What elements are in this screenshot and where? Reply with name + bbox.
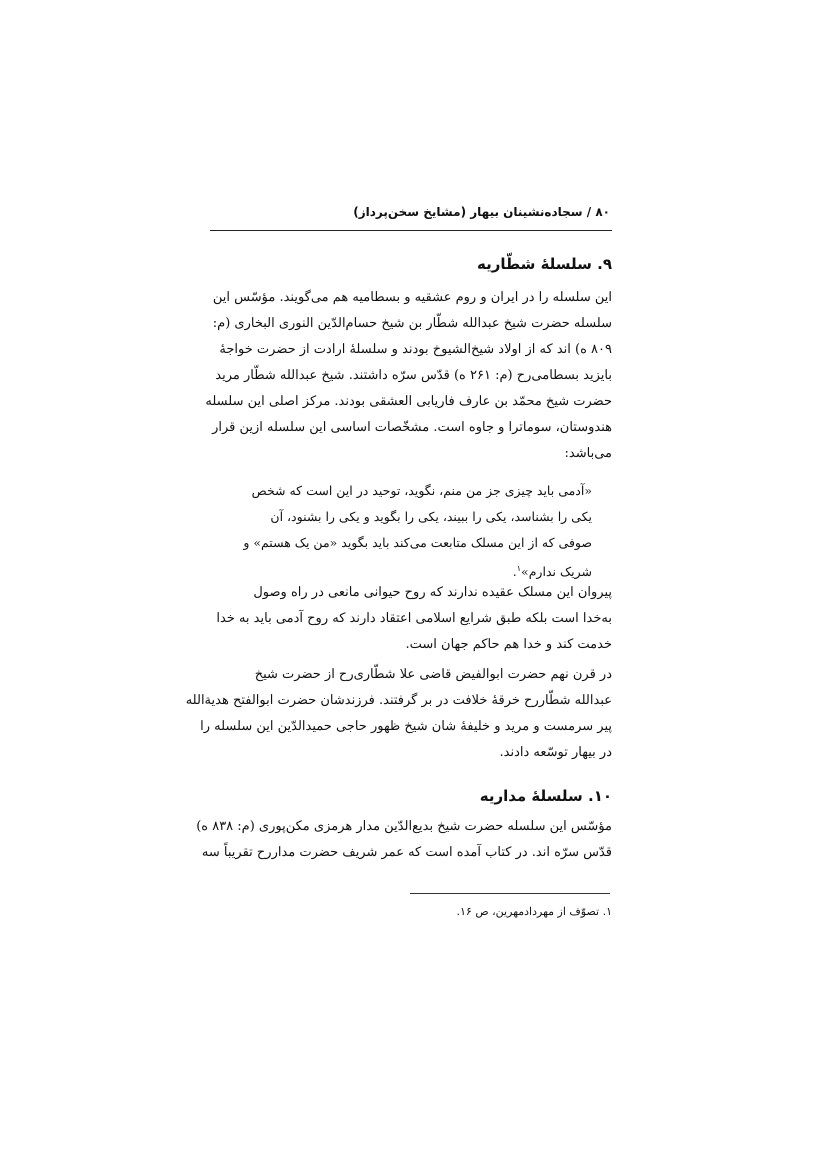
footnote-rule [410,893,610,894]
running-header: ۸۰ / سجاده‌نشینان بیهار (مشایخ سخن‌پرداز) [353,205,610,219]
text-line: قدّس سرّه اند. در کتاب آمده است که عمر شریف حضرت مدار‌رح تقریباً سه [201,845,612,860]
header-rule [210,230,612,231]
quote-line: یکی را بشناسد، یکی را ببیند، یکی را بگوید و یکی را بشنود، آن [270,509,592,524]
text-line: می‌باشد: [564,446,612,461]
text-line: در بیهار توسّعه دادند. [499,745,612,760]
text-line: هندوستان، سوماترا و جاوه است. مشخّصات اساسی این سلسله ازین قرار [212,420,612,435]
text-line: مؤسّس این سلسله حضرت شیخ بدیع‌الدّین مدار هرمزی مکن‌پوری (م: ۸۳۸ ه) [196,819,612,834]
section-9-paragraph-1 [205,285,612,467]
quote-block [232,478,592,582]
text-line: به‌خدا است بلکه طبق شرایع اسلامی اعتقاد دارند که روح آدمی باید به خدا [216,611,612,626]
footnote: ۱. تصوّف از مهردادمهرین، ص ۱۶. [456,905,612,918]
text-line: خدمت کند و خدا هم حاکم جهان است. [405,637,612,652]
text-line: پیروان این مسلک عقیده ندارند که روح حیوانی مانعی در راه وصول [253,585,612,600]
text-line: عبدالله شطّار‌رح خرقهٔ خلافت در بر گرفتند. فرزندشان حضرت ابوالفتح هدیةالله [185,693,612,708]
section-9-paragraph-3 [185,662,612,766]
text-line: پیر سرمست و مرید و خلیفهٔ شان شیخ ظهور حاجی حمیدالدّین این سلسله را [200,719,612,734]
text-line: بایزید بسطامی‌رح (م: ۲۶۱ ه) قدّس سرّه داشتند. شیخ عبدالله شطّار مرید [215,368,612,383]
section-10-paragraph-1 [196,814,612,866]
section-10-heading: ۱۰. سلسلۀ مداریه [479,787,612,805]
text-line: ۸۰۹ ه) اند که از اولاد شیخ‌الشیوخ بودند و سلسلهٔ ارادت از حضرت خواجهٔ [219,342,612,357]
section-9-heading: ۹. سلسلۀ شطّاریه [476,255,612,273]
quote-period: . [512,564,517,580]
text-line: این سلسله را در ایران و روم عشقیه و بسطامیه هم می‌گویند. مؤسّس این [212,290,612,305]
section-9-paragraph-2 [210,580,612,658]
quote-line-last [232,556,592,582]
text-line: حضرت شیخ محمّد بن عارف فاریابی العشقی بودند. مرکز اصلی این سلسله [205,394,612,409]
footnote-marker: ۱ [516,564,522,573]
text-line: سلسله حضرت شیخ عبدالله شطّار بن شیخ حسام‌الدّین النوری البخاری (م: [212,316,612,331]
quote-line: صوفی که از این مسلک متابعت می‌کند باید بگوید «من یک هستم» و [243,535,592,550]
quote-text: شریک ندارم» [521,564,592,580]
quote-line: «آدمی باید چیزی جز من منم، نگوید، توحید در این است که شخص [251,483,592,498]
text-line: در قرن نهم حضرت ابوالفیض قاضی علا شطّاری‌رح از حضرت شیخ [254,667,612,682]
